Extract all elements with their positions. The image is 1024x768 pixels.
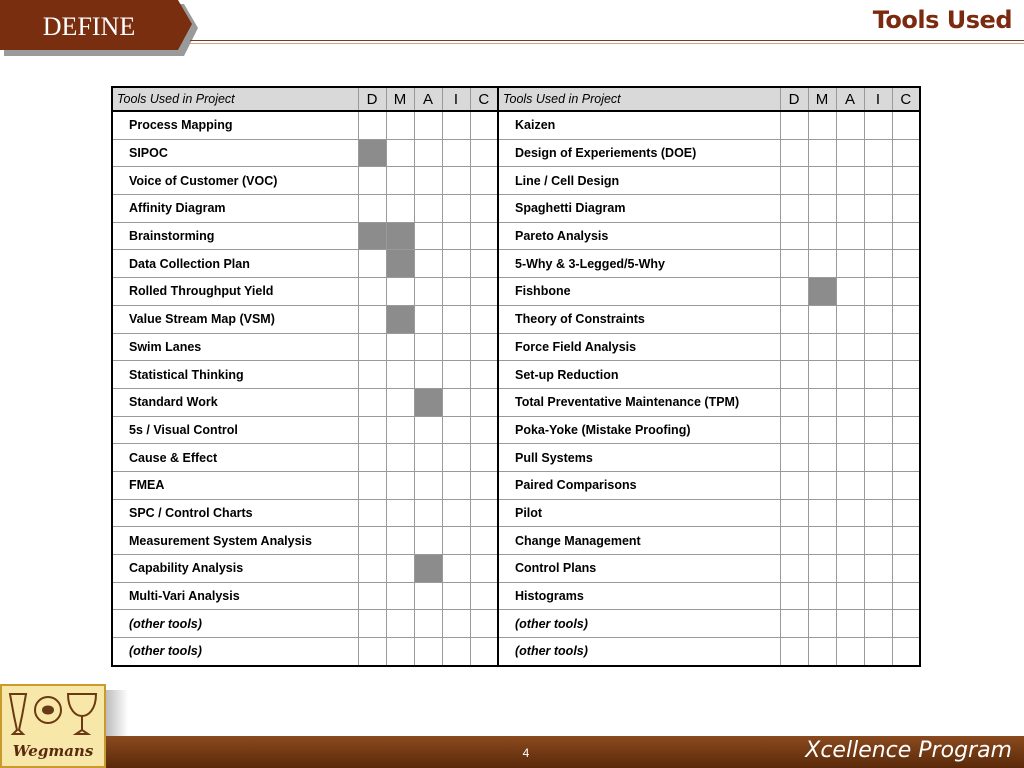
phase-cell-c [470,305,498,333]
phase-header-m-right: M [808,87,836,111]
phase-cell-c [892,444,920,472]
tool-name: Set-up Reduction [498,361,780,389]
phase-cell-m [808,111,836,139]
phase-cell-i [864,471,892,499]
phase-cell-d [358,499,386,527]
phase-cell-m [386,555,414,583]
tool-name: Design of Experiements (DOE) [498,139,780,167]
phase-cell-m [386,638,414,666]
tool-name: Spaghetti Diagram [498,195,780,223]
tool-name: Voice of Customer (VOC) [112,167,358,195]
phase-cell-d [780,250,808,278]
phase-cell-c [470,444,498,472]
phase-cell-i [864,527,892,555]
table-row [112,638,920,666]
phase-cell-c [892,222,920,250]
table-row [112,527,920,555]
table-header-row [112,87,920,111]
phase-cell-c [892,555,920,583]
tool-name: (other tools) [112,610,358,638]
phase-cell-a [414,444,442,472]
phase-header-i-right: I [864,87,892,111]
phase-cell-a [414,111,442,139]
phase-cell-c [470,610,498,638]
tool-name: Theory of Constraints [498,305,780,333]
phase-cell-c [470,471,498,499]
table-row [112,416,920,444]
phase-cell-a [836,111,864,139]
column-header-left: Tools Used in Project [112,87,358,111]
phase-cell-d [780,471,808,499]
phase-cell-i [442,555,470,583]
phase-cell-i [442,416,470,444]
phase-cell-a [836,333,864,361]
phase-cell-i [442,195,470,223]
phase-cell-i [864,305,892,333]
phase-cell-c [470,333,498,361]
phase-cell-c [470,582,498,610]
phase-cell-a [414,250,442,278]
phase-header-d-left: D [358,87,386,111]
phase-cell-a [836,250,864,278]
phase-cell-a [414,333,442,361]
phase-cell-a [836,167,864,195]
tool-name: Pull Systems [498,444,780,472]
table-row [112,555,920,583]
phase-cell-i [864,361,892,389]
phase-cell-a [414,167,442,195]
phase-cell-c [892,167,920,195]
phase-cell-m [386,278,414,306]
table-row [112,222,920,250]
phase-cell-d [358,471,386,499]
phase-cell-a [836,527,864,555]
phase-cell-i [442,250,470,278]
phase-cell-d [780,527,808,555]
section-label: DEFINE [42,12,136,41]
phase-cell-m [386,499,414,527]
phase-cell-c [470,195,498,223]
tool-name: Capability Analysis [112,555,358,583]
phase-cell-c [892,416,920,444]
phase-cell-a [836,222,864,250]
tool-name: Multi-Vari Analysis [112,582,358,610]
phase-cell-m [386,444,414,472]
phase-cell-m [808,388,836,416]
phase-cell-i [864,195,892,223]
phase-cell-d [780,361,808,389]
phase-cell-m-marked [386,222,414,250]
phase-cell-m [808,416,836,444]
phase-cell-i [864,222,892,250]
phase-cell-c [470,278,498,306]
phase-cell-a [414,139,442,167]
tool-name: (other tools) [498,610,780,638]
phase-cell-m [808,361,836,389]
phase-cell-d [780,305,808,333]
phase-cell-i [864,111,892,139]
tool-name: Paired Comparisons [498,471,780,499]
tool-name: Poka-Yoke (Mistake Proofing) [498,416,780,444]
phase-cell-c [892,361,920,389]
phase-cell-c [892,278,920,306]
phase-cell-a [836,278,864,306]
tool-name: Histograms [498,582,780,610]
tool-name: Statistical Thinking [112,361,358,389]
phase-cell-i [442,610,470,638]
phase-cell-d [780,139,808,167]
phase-cell-i [442,167,470,195]
phase-cell-c [470,555,498,583]
phase-cell-m [808,582,836,610]
phase-cell-m [808,305,836,333]
phase-cell-c [470,388,498,416]
phase-cell-a [836,499,864,527]
logo-shadow [106,690,128,736]
page-number: 4 [522,746,530,760]
tool-name: 5-Why & 3-Legged/5-Why [498,250,780,278]
phase-cell-d [780,278,808,306]
column-header-right: Tools Used in Project [498,87,780,111]
phase-cell-d [358,610,386,638]
tool-name: Control Plans [498,555,780,583]
phase-cell-i [442,499,470,527]
phase-cell-a [836,305,864,333]
phase-cell-a [836,638,864,666]
table-row [112,361,920,389]
phase-cell-c [892,582,920,610]
phase-cell-m [808,250,836,278]
phase-cell-c [892,638,920,666]
title-divider [190,40,1024,41]
table-row [112,499,920,527]
phase-cell-a [414,610,442,638]
phase-cell-c [470,638,498,666]
tools-table [111,86,921,667]
tool-name: Standard Work [112,388,358,416]
phase-cell-d [358,555,386,583]
table-row [112,278,920,306]
phase-cell-a [414,222,442,250]
phase-cell-d [358,250,386,278]
tool-name: Brainstorming [112,222,358,250]
phase-cell-m [808,499,836,527]
phase-cell-d [358,195,386,223]
phase-cell-d [358,638,386,666]
phase-cell-i [864,388,892,416]
phase-cell-i [442,139,470,167]
phase-cell-c [470,250,498,278]
phase-cell-c [470,111,498,139]
phase-cell-c [470,527,498,555]
table-row [112,610,920,638]
phase-cell-c [892,250,920,278]
tool-name: (other tools) [498,638,780,666]
phase-cell-a [836,471,864,499]
phase-cell-d [358,278,386,306]
phase-cell-i [442,582,470,610]
phase-cell-c [470,416,498,444]
phase-cell-a [836,610,864,638]
table-row [112,471,920,499]
phase-cell-a [836,582,864,610]
phase-cell-i [442,527,470,555]
phase-cell-d [358,305,386,333]
phase-header-a-left: A [414,87,442,111]
tool-name: Value Stream Map (VSM) [112,305,358,333]
table-row [112,167,920,195]
phase-cell-d [358,333,386,361]
logo-wordmark: Wegmans [12,742,94,760]
phase-cell-c [892,305,920,333]
phase-cell-a [414,361,442,389]
phase-cell-i [864,555,892,583]
phase-cell-i [864,610,892,638]
phase-cell-a [414,471,442,499]
phase-cell-m [386,333,414,361]
phase-cell-i [864,250,892,278]
phase-cell-d [780,638,808,666]
phase-cell-i [442,638,470,666]
footer-brand: Xcellence Program [805,738,1012,763]
phase-cell-m [808,444,836,472]
phase-cell-a [414,499,442,527]
phase-cell-d [780,499,808,527]
phase-cell-c [892,610,920,638]
phase-cell-c [892,527,920,555]
phase-cell-d [358,444,386,472]
section-tab [0,0,190,56]
phase-cell-d [358,582,386,610]
phase-cell-a [836,555,864,583]
phase-cell-m [386,582,414,610]
phase-cell-d [358,527,386,555]
phase-cell-i [442,333,470,361]
phase-cell-m [386,195,414,223]
phase-cell-d [358,361,386,389]
phase-cell-c [470,139,498,167]
phase-cell-d [780,111,808,139]
phase-cell-a [414,582,442,610]
phase-cell-m-marked [808,278,836,306]
phase-cell-m [386,111,414,139]
table-row [112,388,920,416]
phase-cell-i [442,111,470,139]
tool-name: SPC / Control Charts [112,499,358,527]
phase-cell-i [864,278,892,306]
table-row [112,250,920,278]
tool-name: 5s / Visual Control [112,416,358,444]
phase-cell-d [780,333,808,361]
phase-cell-m [808,471,836,499]
tool-name: Line / Cell Design [498,167,780,195]
phase-cell-d [780,444,808,472]
phase-cell-c [892,139,920,167]
phase-cell-a [414,416,442,444]
tool-name: (other tools) [112,638,358,666]
phase-cell-d [358,167,386,195]
phase-cell-i [442,388,470,416]
phase-cell-i [442,278,470,306]
phase-cell-i [442,305,470,333]
phase-cell-d [780,195,808,223]
tool-name: Data Collection Plan [112,250,358,278]
phase-cell-c [892,471,920,499]
phase-cell-i [864,333,892,361]
phase-cell-d-marked [358,222,386,250]
tool-name: FMEA [112,471,358,499]
phase-cell-m [808,167,836,195]
phase-cell-m [386,361,414,389]
phase-cell-d [780,222,808,250]
phase-cell-a [414,278,442,306]
phase-cell-c [470,499,498,527]
phase-cell-a [836,195,864,223]
phase-cell-m [808,555,836,583]
phase-cell-m-marked [386,305,414,333]
phase-cell-m [808,610,836,638]
phase-cell-a [836,416,864,444]
tool-name: Affinity Diagram [112,195,358,223]
phase-header-i-left: I [442,87,470,111]
phase-cell-a [836,139,864,167]
phase-cell-m [808,638,836,666]
wegmans-logo [0,684,106,768]
phase-cell-d-marked [358,139,386,167]
tool-name: Force Field Analysis [498,333,780,361]
phase-cell-a [836,444,864,472]
phase-cell-m [386,610,414,638]
phase-cell-d [358,111,386,139]
phase-cell-m [808,139,836,167]
phase-cell-m [808,527,836,555]
phase-cell-a [414,195,442,223]
tool-name: Cause & Effect [112,444,358,472]
table-row [112,139,920,167]
phase-cell-i [864,167,892,195]
page-title: Tools Used [872,6,1012,34]
phase-header-d-right: D [780,87,808,111]
tool-name: SIPOC [112,139,358,167]
phase-cell-d [358,416,386,444]
logo-glassware-icon [2,686,104,746]
phase-cell-i [442,361,470,389]
phase-cell-m [386,527,414,555]
tool-name: Change Management [498,527,780,555]
phase-cell-i [442,471,470,499]
table-row [112,444,920,472]
phase-cell-m [808,333,836,361]
phase-cell-a-marked [414,555,442,583]
tool-name: Fishbone [498,278,780,306]
phase-cell-c [892,111,920,139]
phase-cell-i [864,139,892,167]
table-row [112,305,920,333]
tool-name: Pareto Analysis [498,222,780,250]
phase-cell-d [780,416,808,444]
phase-header-c-right: C [892,87,920,111]
phase-cell-c [892,333,920,361]
phase-cell-d [780,555,808,583]
phase-cell-d [780,167,808,195]
phase-cell-c [470,361,498,389]
phase-cell-c [470,222,498,250]
table-row [112,111,920,139]
phase-cell-d [780,610,808,638]
phase-cell-c [470,167,498,195]
phase-cell-d [780,582,808,610]
phase-cell-a [836,388,864,416]
phase-cell-c [892,388,920,416]
tool-name: Pilot [498,499,780,527]
phase-cell-m [386,471,414,499]
phase-cell-m [808,222,836,250]
phase-cell-i [442,222,470,250]
tool-name: Kaizen [498,111,780,139]
phase-cell-d [358,388,386,416]
phase-cell-m [808,195,836,223]
phase-cell-m [386,416,414,444]
phase-cell-c [892,195,920,223]
tool-name: Swim Lanes [112,333,358,361]
tools-table-body [112,111,920,666]
phase-cell-i [864,444,892,472]
phase-cell-d [780,388,808,416]
phase-cell-m [386,167,414,195]
phase-cell-m [386,139,414,167]
phase-cell-i [864,416,892,444]
tool-name: Total Preventative Maintenance (TPM) [498,388,780,416]
phase-cell-i [864,582,892,610]
phase-cell-c [892,499,920,527]
phase-cell-a [836,361,864,389]
phase-cell-i [864,499,892,527]
table-row [112,582,920,610]
tool-name: Rolled Throughput Yield [112,278,358,306]
title-divider-secondary [190,43,1024,44]
phase-cell-a-marked [414,388,442,416]
phase-cell-i [864,638,892,666]
tool-name: Measurement System Analysis [112,527,358,555]
tool-name: Process Mapping [112,111,358,139]
table-row [112,333,920,361]
table-row [112,195,920,223]
phase-cell-a [414,638,442,666]
phase-cell-m-marked [386,250,414,278]
phase-header-c-left: C [470,87,498,111]
phase-cell-a [414,305,442,333]
phase-header-m-left: M [386,87,414,111]
phase-cell-a [414,527,442,555]
phase-cell-i [442,444,470,472]
phase-cell-m [386,388,414,416]
phase-header-a-right: A [836,87,864,111]
